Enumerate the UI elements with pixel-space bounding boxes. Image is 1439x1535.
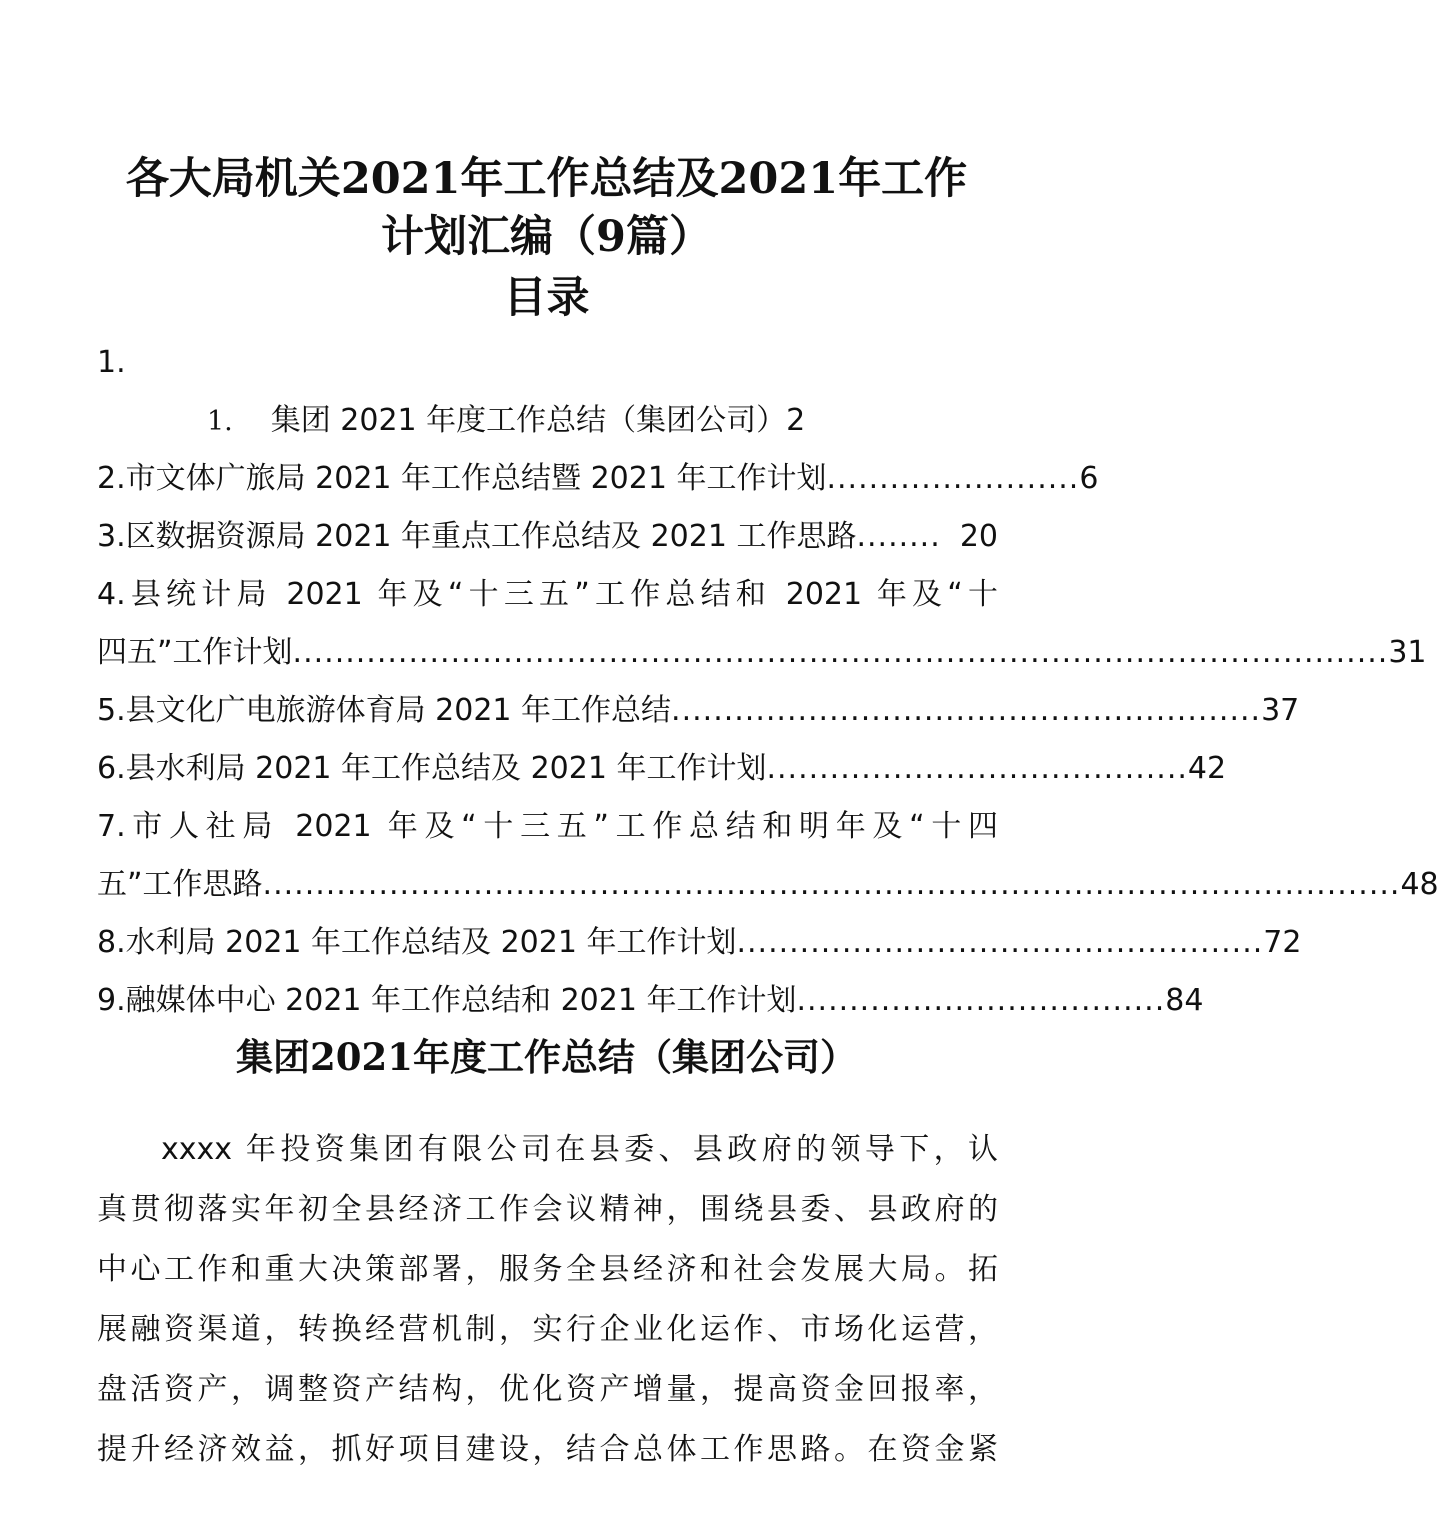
toc-item-8[interactable]: [97, 914, 1302, 972]
toc-item-text: 5.县文化广电旅游体育局 2021 年工作总结: [97, 693, 672, 728]
toc-item-3[interactable]: [97, 508, 998, 566]
title-text: 篇）: [625, 212, 712, 262]
toc-page-number: 37: [1261, 693, 1300, 728]
toc-item-1[interactable]: [97, 392, 998, 450]
toc-item-text: 集团 2021 年度工作总结（集团公司）2: [270, 403, 806, 438]
toc-heading: 目录: [503, 273, 590, 323]
toc-leader: ...................................: [796, 983, 1166, 1018]
toc-item-text: 6.县水利局 2021 年工作总结及 2021 年工作计划: [97, 751, 767, 786]
toc-item-text: 四五”工作计划: [97, 635, 293, 670]
document-title-line-2: [60, 208, 1033, 266]
document-title-line-1: [60, 150, 1033, 208]
section-title: [60, 1030, 1033, 1085]
toc-item-9[interactable]: [97, 972, 1204, 1030]
toc-page-number: 31: [1388, 635, 1427, 670]
paragraph-line: 真贯彻落实年初全县经济工作会议精神，围绕县委、县政府的: [97, 1192, 998, 1227]
paragraph-line: 提升经济效益，抓好项目建设，结合总体工作思路。在资金紧: [97, 1432, 998, 1467]
toc-page-number: 6: [1079, 461, 1099, 496]
toc-subnumber: 1.: [207, 406, 233, 437]
toc-page-number: 20: [959, 519, 998, 554]
toc-number: 1.: [97, 345, 126, 380]
paragraph-line: 展融资渠道，转换经营机制，实行企业化运作、市场化运营，: [97, 1312, 998, 1347]
toc-leader: ........: [856, 519, 941, 554]
toc-item-1-number: [97, 334, 998, 392]
section-title-text: 集团: [236, 1036, 310, 1079]
toc-item-text: 3.区数据资源局 2021 年重点工作总结及 2021 工作思路: [97, 519, 857, 554]
toc-leader: ........................................: [766, 751, 1188, 786]
toc-item-text: 2.市文体广旅局 2021 年工作总结暨 2021 年工作计划: [97, 461, 827, 496]
toc-item-5[interactable]: [97, 682, 1300, 740]
title-count: 9: [596, 212, 626, 262]
toc-item-7-line-2[interactable]: [97, 856, 1439, 914]
section-title-text: 年度工作总结（集团公司）: [412, 1036, 857, 1079]
toc-leader: ........................................................................................................: [292, 635, 1389, 670]
toc-page-number: 48: [1400, 867, 1439, 902]
toc-item-text: 8.水利局 2021 年工作总结及 2021 年工作计划: [97, 925, 737, 960]
toc-page-number: 84: [1165, 983, 1204, 1018]
toc-item-4-line-2[interactable]: [97, 624, 1427, 682]
paragraph-line: xxxx 年投资集团有限公司在县委、县政府的领导下，认: [161, 1132, 998, 1167]
toc-page-number: 72: [1263, 925, 1302, 960]
title-year: 2021: [340, 154, 461, 204]
toc-item-6[interactable]: [97, 740, 1227, 798]
title-text: 年工作总结及: [460, 154, 719, 204]
toc-leader: ........................: [826, 461, 1080, 496]
toc-page-number: 42: [1187, 751, 1227, 786]
toc-item-7-line-1[interactable]: 7.市人社局 2021 年及“十三五”工作总结和明年及“十四: [97, 809, 998, 844]
title-text: 计划汇编（: [381, 212, 597, 262]
section-title-year: 2021: [310, 1035, 413, 1079]
paragraph-line: 中心工作和重大决策部署，服务全县经济和社会发展大局。拓: [97, 1252, 998, 1287]
toc-item-2[interactable]: [97, 450, 1099, 508]
title-text: 各大局机关: [125, 154, 341, 204]
toc-leader: ..................................................: [736, 925, 1264, 960]
title-year: 2021: [718, 154, 839, 204]
toc-item-text: 9.融媒体中心 2021 年工作总结和 2021 年工作计划: [97, 983, 797, 1018]
toc-leader: ........................................................: [671, 693, 1262, 728]
toc-leader: ............................................................................................................: [262, 867, 1401, 902]
toc-item-4-line-1[interactable]: 4.县统计局 2021 年及“十三五”工作总结和 2021 年及“十: [97, 577, 998, 612]
paragraph-line: 盘活资产，调整资产结构，优化资产增量，提高资金回报率，: [97, 1372, 998, 1407]
toc-item-text: 五”工作思路: [97, 867, 263, 902]
title-text: 年工作: [838, 154, 968, 204]
